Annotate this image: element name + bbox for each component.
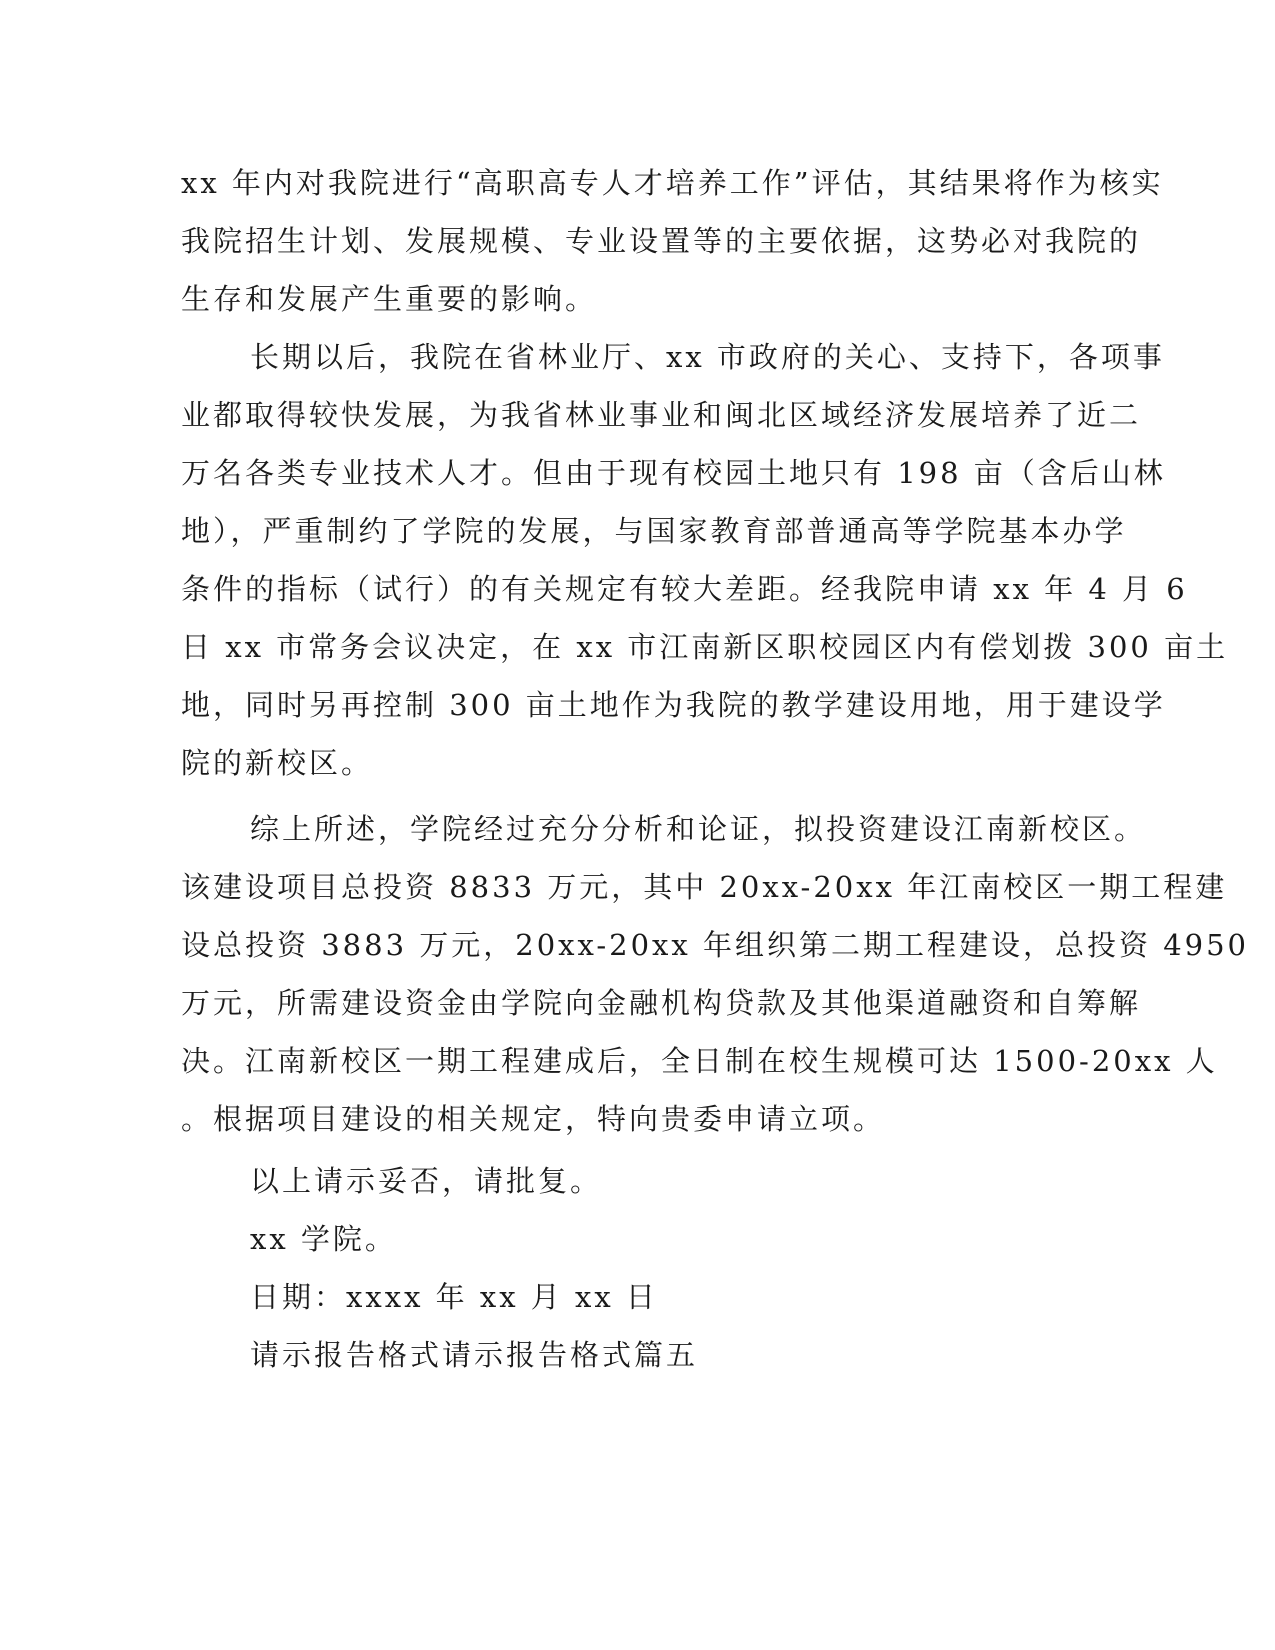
body-line: xx 年内对我院进行“高职高专人才培养工作”评估，其结果将作为核实 bbox=[181, 166, 1164, 200]
body-line: 我院招生计划、发展规模、专业设置等的主要依据，这势必对我院的 bbox=[181, 224, 1142, 258]
section-heading: 请示报告格式请示报告格式篇五 bbox=[250, 1338, 699, 1372]
body-line: 地），严重制约了学院的发展，与国家教育部普通高等学院基本办学 bbox=[181, 514, 1127, 548]
body-line: 万名各类专业技术人才。但由于现有校园土地只有 198 亩（含后山林 bbox=[181, 456, 1166, 490]
paragraph-start-line: 长期以后，我院在省林业厅、xx 市政府的关心、支持下，各项事 bbox=[250, 340, 1165, 374]
body-line: 生存和发展产生重要的影响。 bbox=[181, 282, 598, 316]
body-line: 日 xx 市常务会议决定，在 xx 市江南新区职校园区内有偿划拨 300 亩土 bbox=[181, 630, 1229, 664]
closing-request-line: 以上请示妥否，请批复。 bbox=[250, 1164, 603, 1198]
body-line: 。根据项目建设的相关规定，特向贵委申请立项。 bbox=[181, 1102, 886, 1136]
signature-line: xx 学院。 bbox=[250, 1222, 397, 1256]
body-line: 该建设项目总投资 8833 万元，其中 20xx-20xx 年江南校区一期工程建 bbox=[181, 870, 1228, 904]
body-line: 万元，所需建设资金由学院向金融机构贷款及其他渠道融资和自筹解 bbox=[181, 986, 1142, 1020]
body-line: 条件的指标（试行）的有关规定有较大差距。经我院申请 xx 年 4 月 6 bbox=[181, 572, 1188, 606]
body-line: 决。江南新校区一期工程建成后，全日制在校生规模可达 1500-20xx 人 bbox=[181, 1044, 1218, 1078]
date-line: 日期：xxxx 年 xx 月 xx 日 bbox=[250, 1280, 658, 1314]
body-line: 地，同时另再控制 300 亩土地作为我院的教学建设用地，用于建设学 bbox=[181, 688, 1166, 722]
body-line: 业都取得较快发展，为我省林业事业和闽北区域经济发展培养了近二 bbox=[181, 398, 1142, 432]
paragraph-start-line: 综上所述，学院经过充分分析和论证，拟投资建设江南新校区。 bbox=[250, 812, 1147, 846]
body-line: 院的新校区。 bbox=[181, 746, 374, 780]
body-line: 设总投资 3883 万元，20xx-20xx 年组织第二期工程建设，总投资 4950 bbox=[181, 928, 1249, 962]
